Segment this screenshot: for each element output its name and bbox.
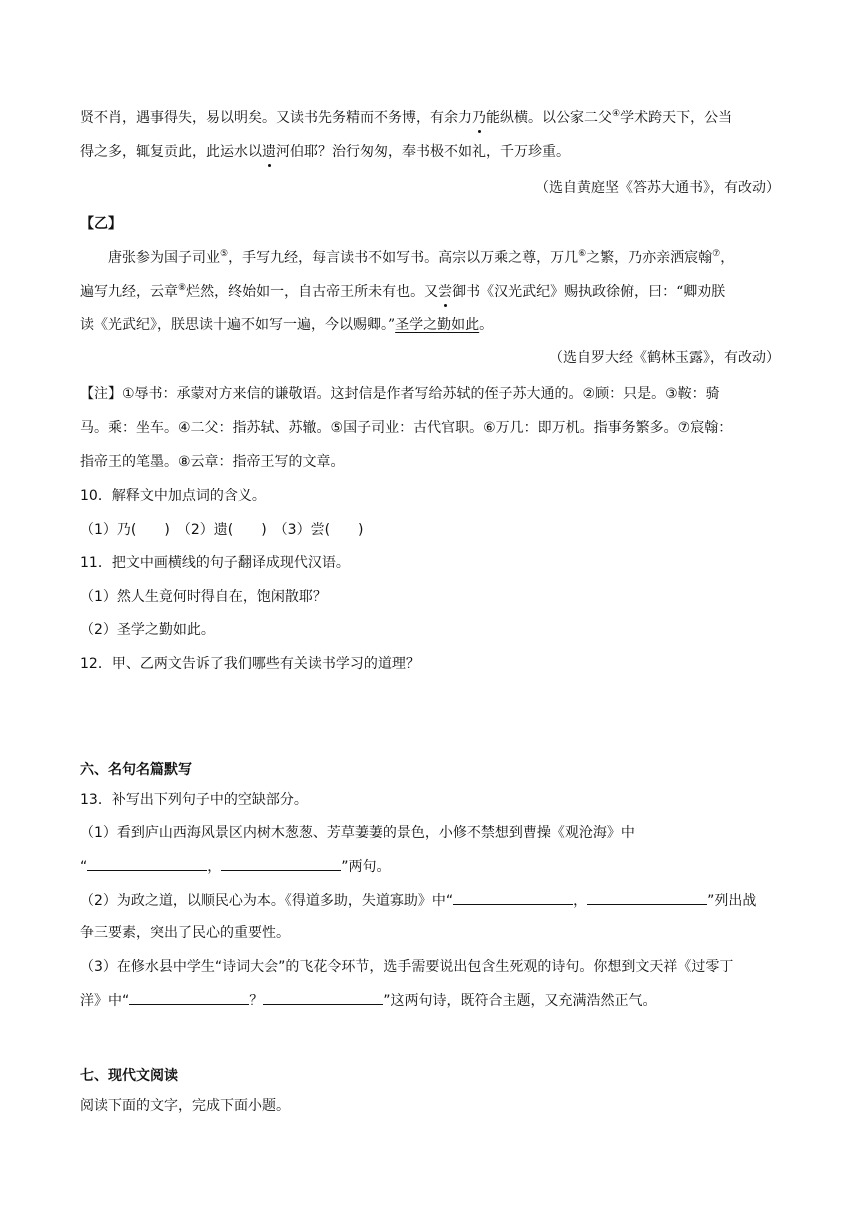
text-segment: ， xyxy=(207,859,222,875)
text-segment: ？ xyxy=(249,993,264,1009)
answer-blank[interactable] xyxy=(129,990,249,1005)
question-10-stem: 10．解释文中加点词的含义。 xyxy=(80,488,266,504)
text-segment: ”列出战 xyxy=(707,893,757,909)
text-segment: 读《光武纪》，朕思读十遍不如写一遍，今以赐卿。” xyxy=(80,317,396,333)
jia-text-line-1 xyxy=(80,108,732,128)
footnote-marker: ⑦ xyxy=(712,249,721,259)
text-segment: 遍写九经，云章 xyxy=(80,284,178,300)
footnote-marker: ⑧ xyxy=(178,283,187,293)
footnote-marker: ④ xyxy=(612,109,621,119)
question-11-item-2: （2）圣学之勤如此。 xyxy=(80,622,215,638)
answer-blank[interactable] xyxy=(587,890,707,905)
question-13-item-3-line-2 xyxy=(80,990,657,1011)
section-7-heading: 七、现代文阅读 xyxy=(80,1068,178,1084)
text-segment: 河伯耶？治行匆匆，奉书极不如礼，千万珍重。 xyxy=(276,144,570,160)
text-segment: 御书《汉光武纪》赐执政徐俯，曰：“卿劝朕 xyxy=(452,284,726,300)
jia-text-line-2 xyxy=(80,142,570,162)
jia-source: （选自黄庭坚《答苏大通书》，有改动） xyxy=(535,180,780,196)
text-segment: 得之多，辄复贡此，此运水以 xyxy=(80,144,262,160)
question-11-stem: 11．把文中画横线的句子翻译成现代汉语。 xyxy=(80,555,350,571)
question-13-item-2-line-2: 争三要素，突出了民心的重要性。 xyxy=(80,925,290,941)
notes-line-1: 【注】①辱书：承蒙对方来信的谦敬语。这封信是作者写给苏轼的侄子苏大通的。②顾：只是。③鞍：骑 xyxy=(80,386,720,402)
text-segment: ， xyxy=(720,250,735,266)
text-segment: 之繁，乃亦亲洒宸翰 xyxy=(586,250,713,266)
dotted-word: 遗 xyxy=(262,144,276,160)
question-13-item-1-line-1: （1）看到庐山西海风景区内树木葱葱、芳草萋萋的景色，小修不禁想到曹操《观沧海》中 xyxy=(80,825,635,841)
notes-line-2: 马。乘：坐车。④二父：指苏轼、苏辙。⑤国子司业：古代官职。⑥万几：即万机。指事务繁多。⑦宸翰： xyxy=(80,420,733,436)
answer-blank[interactable] xyxy=(87,856,207,871)
yi-text-line-1 xyxy=(108,248,734,268)
question-13-item-1-line-2 xyxy=(80,856,391,877)
text-segment: 能纵横。以公家二父 xyxy=(486,110,612,126)
section-7-intro: 阅读下面的文字，完成下面小题。 xyxy=(80,1098,290,1114)
text-segment: （2）为政之道，以顺民心为本。《得道多助，失道寡助》中“ xyxy=(80,893,454,909)
answer-blank[interactable] xyxy=(263,990,383,1005)
question-10-items: （1）乃( ) （2）遗( ) （3）尝( ) xyxy=(80,522,364,538)
yi-heading: 【乙】 xyxy=(80,216,122,232)
question-13-stem: 13．补写出下列句子中的空缺部分。 xyxy=(80,792,308,808)
notes-line-3: 指帝王的笔墨。⑧云章：指帝王写的文章。 xyxy=(80,454,345,470)
yi-source: （选自罗大经《鹤林玉露》，有改动） xyxy=(549,350,780,366)
answer-blank[interactable] xyxy=(453,890,573,905)
question-11-item-1: （1）然人生竟何时得自在，饱闲散耶？ xyxy=(80,589,327,605)
answer-blank[interactable] xyxy=(221,856,341,871)
text-segment: 唐张参为国子司业 xyxy=(108,250,220,266)
yi-text-line-2 xyxy=(80,282,725,302)
question-13-item-3-line-1: （3）在修水县中学生“诗词大会”的飞花令环节，选手需要说出包含生死观的诗句。你想到文天祥《过零丁 xyxy=(80,959,734,975)
text-segment: ， xyxy=(573,893,588,909)
footnote-marker: ⑤ xyxy=(220,249,229,259)
yi-text-line-3 xyxy=(80,315,493,335)
text-segment: “ xyxy=(80,859,88,875)
dotted-word: 乃 xyxy=(472,110,486,126)
question-12-stem: 12．甲、乙两文告诉了我们哪些有关读书学习的道理？ xyxy=(80,656,420,672)
text-segment: ”这两句诗，既符合主题，又充满浩然正气。 xyxy=(383,993,657,1009)
dotted-word: 尝 xyxy=(438,284,453,300)
section-6-heading: 六、名句名篇默写 xyxy=(80,762,192,778)
underlined-sentence: 圣学之勤如此 xyxy=(395,317,480,333)
question-13-item-2-line-1 xyxy=(80,890,756,911)
text-segment: ”两句。 xyxy=(341,859,391,875)
text-segment: 洋》中“ xyxy=(80,993,130,1009)
footnote-marker: ⑥ xyxy=(578,249,587,259)
text-segment: ，手写九经，每言读书不如写书。高宗以万乘之尊，万几 xyxy=(228,250,579,266)
text-segment: 烂然，终始如一，自古帝王所未有也。又 xyxy=(186,284,439,300)
text-segment: 贤不肖，遇事得失，易以明矣。又读书先务精而不务博，有余力 xyxy=(80,110,472,126)
text-segment: 。 xyxy=(479,317,494,333)
text-segment: 学术跨天下，公当 xyxy=(620,110,733,126)
